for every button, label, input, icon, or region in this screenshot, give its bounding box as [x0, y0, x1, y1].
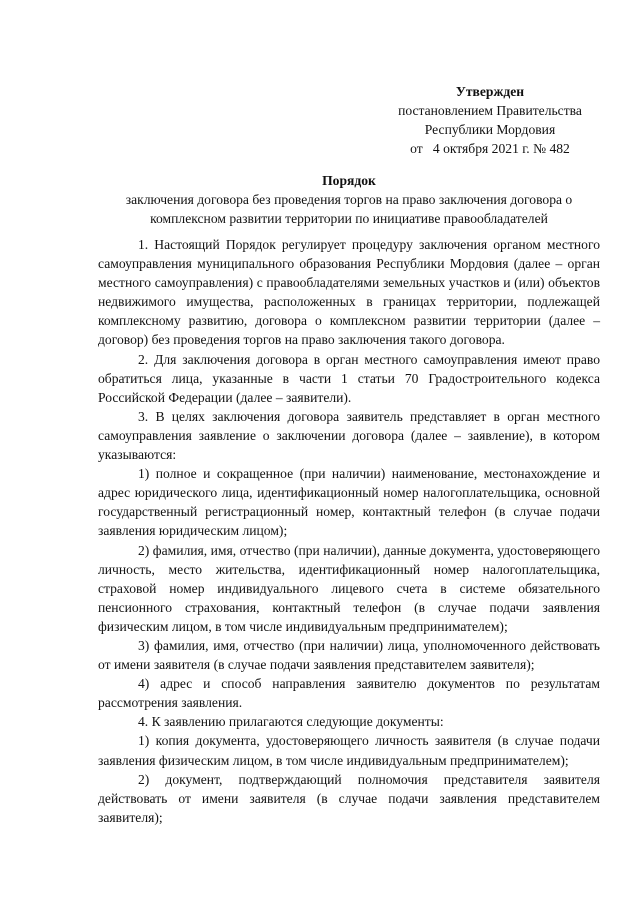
document-body: [98, 235, 600, 827]
document-subtitle: заключения договора без проведения торгов на право заключения договора о комплексном развитии территории по инициативе правообладателей: [125, 192, 573, 226]
approval-line-1: постановлением Правительства: [398, 103, 582, 118]
approval-stamp: [380, 82, 600, 158]
paragraph-2: 2. Для заключения договора в орган местного самоуправления имеют право обратиться лица, указанные в части 1 статьи 70 Градостроительного кодекса Российской Федерации (далее – заявители).: [98, 351, 600, 405]
paragraph-3-item-4: 4) адрес и способ направления заявителю документов по результатам рассмотрения заявления.: [98, 676, 600, 711]
paragraph-4-item-2: 2) документ, подтверждающий полномочия представителя заявителя действовать от имени заявителя (в случае подачи заявления представителем заявителя);: [98, 771, 600, 825]
document-title: Порядок: [322, 173, 376, 188]
paragraph-1: 1. Настоящий Порядок регулирует процедуру заключения органом местного самоуправления муниципального образования Республики Мордовия (далее – орган местного самоуправления) с правообладателями земельных участков и (или) объектов недвижимого имущества, расположенных в границах территории, подлежащей комплексному развитию, договора о комплексном развитии территории (далее – договор) без проведения торгов на право заключения такого договора.: [98, 237, 600, 348]
document-heading: [96, 171, 602, 228]
paragraph-3-item-3: 3) фамилия, имя, отчество (при наличии) лица, уполномоченного действовать от имени заявителя (в случае подачи заявления представителем заявителя);: [98, 637, 600, 673]
approval-title: Утвержден: [455, 84, 525, 99]
paragraph-4: 4. К заявлению прилагаются следующие документы:: [138, 714, 444, 730]
approval-line-2: Республики Мордовия: [424, 122, 556, 137]
paragraph-3: 3. В целях заключения договора заявитель представляет в орган местного самоуправления заявление о заключении договора (далее – заявление), в котором указываются:: [98, 408, 600, 463]
paragraph-4-item-1: 1) копия документа, удостоверяющего личность заявителя (в случае подачи заявления физическим лицом, в том числе индивидуальным предпринимателем);: [98, 733, 600, 768]
approval-line-3: от 4 октября 2021 г. № 482: [410, 141, 570, 156]
paragraph-3-item-1: 1) полное и сокращенное (при наличии) наименование, местонахождение и адрес юридического лица, идентификационный номер налогоплательщика, основной государственный регистрационный номер, контактный телефон (в случае подачи заявления юридическим лицом);: [98, 466, 600, 539]
paragraph-3-item-2: 2) фамилия, имя, отчество (при наличии), данные документа, удостоверяющего личность, место жительства, идентификационный номер налогоплательщика, страховой номер индивидуального лицевого счета в системе обязательного пенсионного страхования, контактный телефон (в случае подачи заявления физическим лицом, в том числе индивидуальным предпринимателем);: [98, 542, 600, 634]
